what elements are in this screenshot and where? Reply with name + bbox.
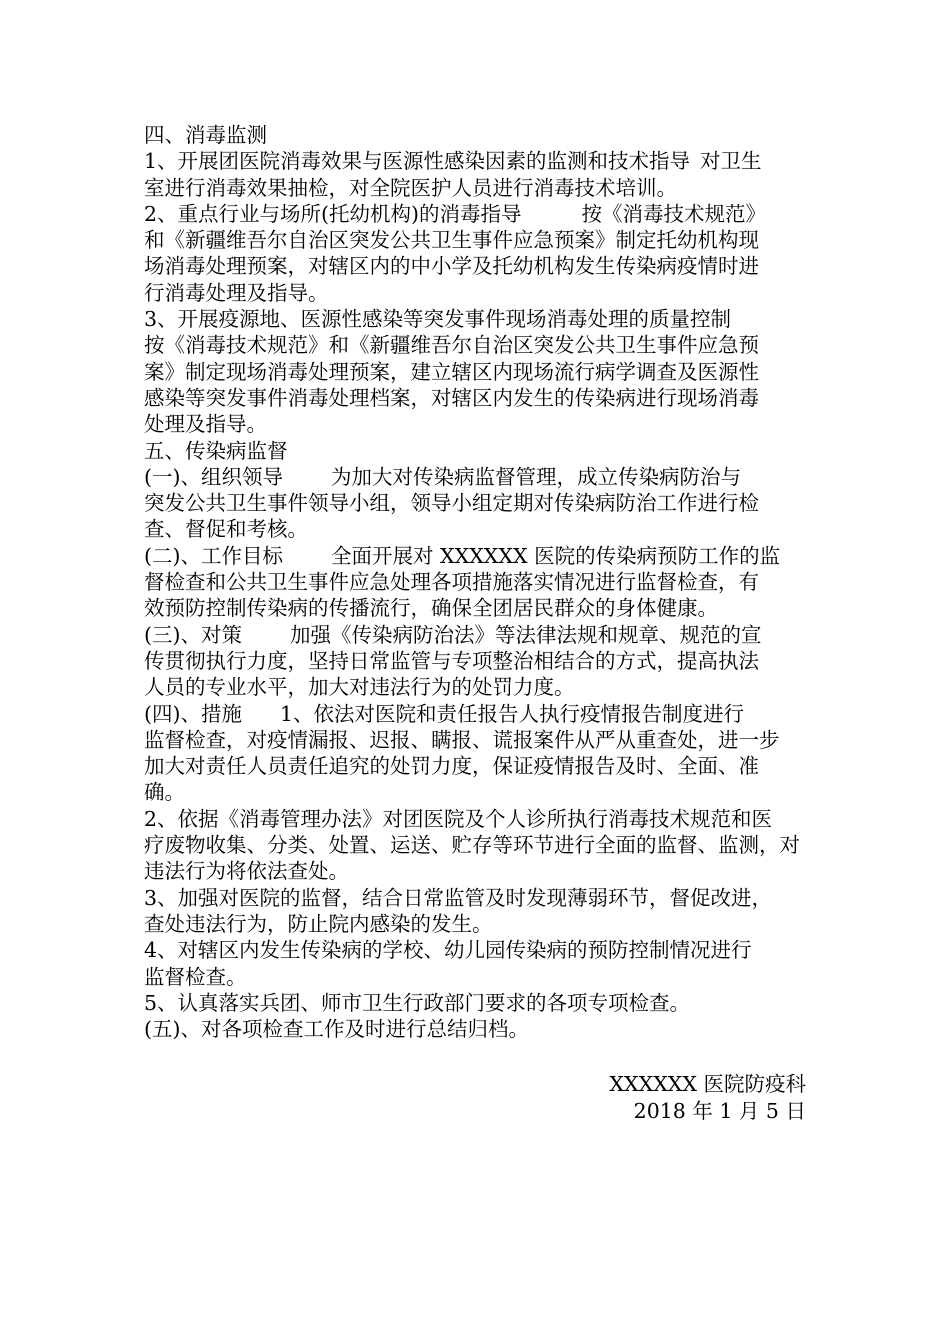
signature-department: XXXXXX 医院防疫科 (609, 1072, 806, 1096)
paragraph-line: 室进行消毒效果抽检，对全院医护人员进行消毒技术培训。 (144, 175, 677, 200)
paragraph-line: 加大对责任人员责任追究的处罚力度，保证疫情报告及时、全面、准 (144, 754, 759, 779)
paragraph-line: 传贯彻执行力度，坚持日常监管与专项整治相结合的方式，提高执法 (144, 648, 759, 673)
paragraph-line: 和《新疆维吾尔自治区突发公共卫生事件应急预案》制定托幼机构现 (144, 228, 759, 253)
section-heading-disinfection-monitoring: 四、消毒监测 (144, 123, 267, 147)
paragraph-line: 监督检查，对疫情漏报、迟报、瞒报、谎报案件从严从重查处，进一步 (144, 727, 780, 752)
section-heading-infectious-disease-supervision: 五、传染病监督 (144, 438, 288, 463)
signature-block (609, 1071, 806, 1125)
paragraph-line: 4、对辖区内发生传染病的学校、幼儿园传染病的预防控制情况进行 (144, 938, 752, 963)
paragraph-line: 3、开展疫源地、医源性感染等突发事件现场消毒处理的质量控制 (144, 307, 732, 332)
paragraph-line: (四)、措施 1、依法对医院和责任报告人执行疫情报告制度进行 (144, 701, 745, 726)
paragraph-line: 感染等突发事件消毒处理档案，对辖区内发生的传染病进行现场消毒 (144, 385, 759, 410)
paragraph-line: 场消毒处理预案，对辖区内的中小学及托幼机构发生传染病疫情时进 (144, 254, 759, 279)
paragraph-line: 督检查和公共卫生事件应急处理各项措施落实情况进行监督检查，有 (144, 570, 759, 595)
paragraph-line: 监督检查。 (144, 964, 247, 989)
paragraph-line: 查处违法行为，防止院内感染的发生。 (144, 911, 493, 936)
paragraph-line: 处理及指导。 (144, 412, 267, 437)
paragraph-line: 5、认真落实兵团、师市卫生行政部门要求的各项专项检查。 (144, 990, 691, 1015)
paragraph-line: 行消毒处理及指导。 (144, 280, 329, 305)
paragraph-line: 效预防控制传染病的传播流行，确保全团居民群众的身体健康。 (144, 596, 718, 621)
paragraph-line: 查、督促和考核。 (144, 517, 308, 542)
paragraph-line: 突发公共卫生事件领导小组，领导小组定期对传染病防治工作进行检 (144, 491, 759, 516)
paragraph-line: (一)、组织领导 为加大对传染病监督管理，成立传染病防治与 (144, 464, 741, 489)
signature-date: 2018 年 1 月 5 日 (633, 1099, 806, 1123)
paragraph-line: (五)、对各项检查工作及时进行总结归档。 (144, 1017, 529, 1042)
document-body (144, 122, 812, 1042)
paragraph-line: 疗废物收集、分类、处置、运送、贮存等环节进行全面的监督、监测，对 (144, 833, 800, 858)
paragraph-line: 2、重点行业与场所(托幼机构)的消毒指导 按《消毒技术规范》 (144, 201, 767, 226)
paragraph-line: (二)、工作目标 全面开展对 XXXXXX 医院的传染病预防工作的监 (144, 543, 781, 568)
paragraph-line: 2、依据《消毒管理办法》对团医院及个人诊所执行消毒技术规范和医 (144, 806, 773, 831)
paragraph-line: 1、开展团医院消毒效果与医源性感染因素的监测和技术指导 对卫生 (144, 149, 762, 174)
paragraph-line: 3、加强对医院的监督，结合日常监管及时发现薄弱环节，督促改进， (144, 885, 773, 910)
paragraph-line: 违法行为将依法查处。 (144, 859, 349, 884)
paragraph-line: 人员的专业水平，加大对违法行为的处罚力度。 (144, 675, 575, 700)
paragraph-line: 按《消毒技术规范》和《新疆维吾尔自治区突发公共卫生事件应急预 (144, 333, 759, 358)
paragraph-line: (三)、对策 加强《传染病防治法》等法律法规和规章、规范的宣 (144, 622, 762, 647)
paragraph-line: 确。 (144, 780, 185, 805)
paragraph-line: 案》制定现场消毒处理预案，建立辖区内现场流行病学调查及医源性 (144, 359, 759, 384)
